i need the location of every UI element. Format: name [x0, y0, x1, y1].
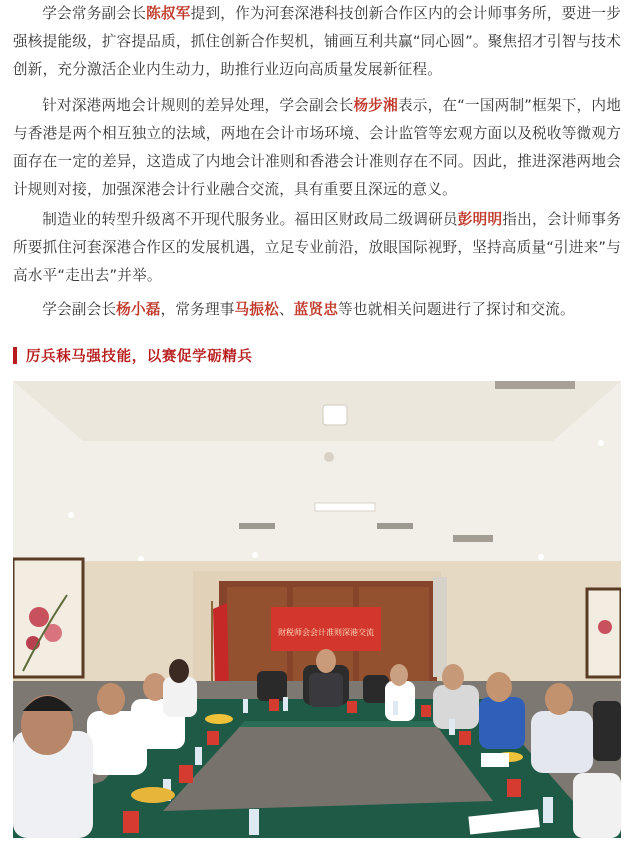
person-name: 杨步湘	[353, 97, 398, 114]
paragraph-text: 制造业的转型升级离不开现代服务业。福田区财政局二级调研员	[42, 211, 458, 228]
paragraph-1	[13, 0, 621, 84]
paragraph-text: 指出，会计师事务所要抓住河套深港合作区的发展机遇，立足专业前沿，放眼国际视野，坚持高质量“引进来”与高水平“走出去”并举。	[13, 211, 621, 284]
meeting-photo	[13, 381, 621, 838]
paragraph-3	[13, 206, 621, 290]
person-blue-shirt	[479, 697, 525, 749]
paragraph-2	[13, 92, 621, 204]
section-heading	[13, 344, 621, 366]
wall-banner-text: 财税师会会计准则深港交流	[278, 628, 374, 637]
paragraph-4	[13, 296, 621, 324]
paragraph-text: 学会常务副会长	[42, 5, 147, 22]
person-name: 杨小磊	[116, 301, 161, 318]
paragraph-text: ，常务理事	[160, 301, 235, 318]
paragraph-text: 学会副会长	[42, 301, 117, 318]
person-name: 彭明明	[457, 211, 503, 228]
ceiling-light	[315, 503, 375, 511]
meeting-photo-illustration	[13, 381, 621, 838]
paragraph-text: 、	[278, 301, 294, 318]
paragraph-text: 表示，在“一国两制”框架下，内地与香港是两个相互独立的法域，两地在会计市场环境、会计监管等宏观方面以及税收等微观方面存在一定的差异，这造成了内地会计准则和香港会计准则存在不同。因此，推进深港两地会计规则对接，加强深港会计行业融合交流，具有重要且深远的意义。	[13, 97, 621, 198]
section-marker	[13, 347, 17, 364]
person-name: 蓝贤忠	[293, 301, 339, 318]
paragraph-text: 等也就相关问题进行了探讨和交流。	[338, 301, 575, 318]
person-name: 马振松	[234, 301, 279, 318]
person-name: 陈叔军	[146, 5, 191, 22]
section-title: 厉兵秣马强技能，以赛促学砺精兵	[26, 348, 253, 365]
paragraph-text: 提到，作为河套深港科技创新合作区内的会计师事务所，要进一步强核提能级，扩容提品质，抓住创新合作契机，铺画互利共赢“同心圆”。聚焦招才引智与技术创新，充分激活企业内生动力，助推行业迈向高质量发展新征程。	[13, 5, 621, 78]
ceiling-speaker	[323, 405, 347, 425]
paragraph-text: 针对深港两地会计规则的差异处理，学会副会长	[42, 97, 354, 114]
